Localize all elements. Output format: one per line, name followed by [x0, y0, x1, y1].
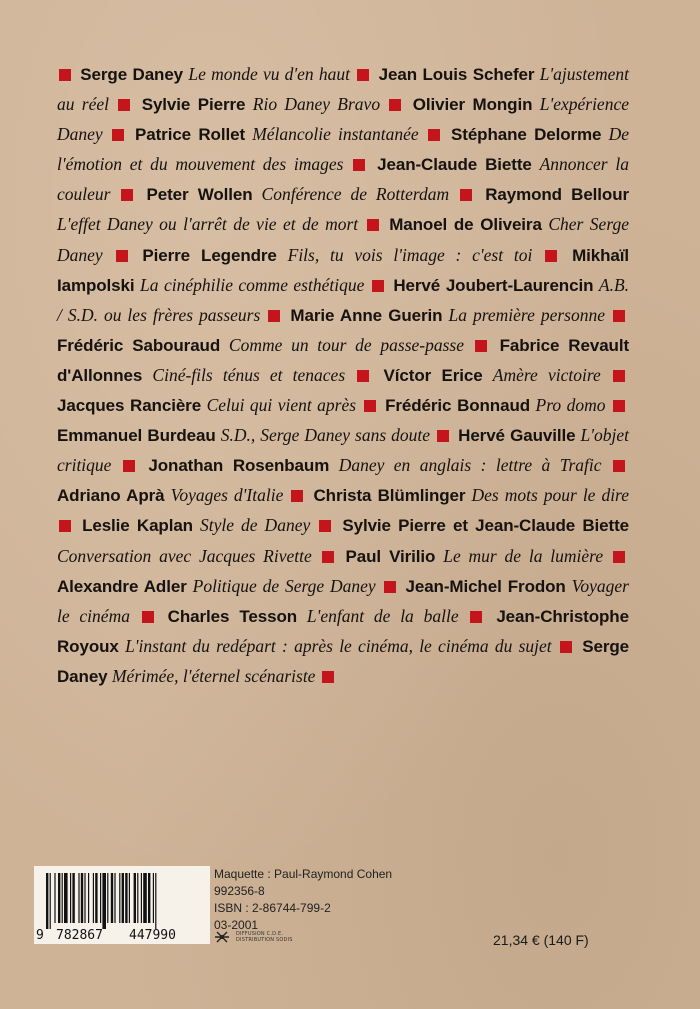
contents-entry [57, 64, 355, 84]
contents-entry [140, 605, 469, 626]
isbn: ISBN : 2-86744-799-2 [214, 901, 331, 915]
entry-author: Jean-Michel Frodon [405, 576, 566, 596]
ean-number [34, 928, 210, 946]
entry-title: Mérimée, l'éternel scénariste [111, 665, 316, 686]
red-square-bullet [460, 189, 472, 201]
entry-title: Voyages d'Italie [170, 485, 284, 506]
entry-author: Stéphane Delorme [451, 125, 602, 145]
entry-author: Manoel de Oliveira [389, 215, 542, 235]
price-label: 21,34 € (140 F) [493, 932, 589, 948]
entry-author: Jean-Claude Biette [377, 155, 532, 175]
red-square-bullet [560, 641, 572, 653]
distribution-block [214, 930, 293, 944]
entry-title: Celui qui vient après [206, 395, 357, 416]
entry-title: Rio Daney Bravo [252, 94, 381, 115]
red-square-bullet [470, 611, 482, 623]
entry-title: A.B. / S.D. ou les frères passeurs [57, 274, 630, 325]
entry-author: Peter Wollen [146, 185, 253, 205]
ean-first-digit: 9 [36, 928, 44, 943]
entry-author: Pierre Legendre [142, 245, 277, 265]
red-square-bullet [357, 69, 369, 81]
entry-title: S.D., Serge Daney sans doute [220, 425, 431, 446]
print-date: 03-2001 [214, 918, 259, 932]
entry-title: Ciné-fils ténus et tenaces [152, 364, 346, 385]
entry-author: Christa Blümlinger [313, 486, 466, 506]
entry-title: De l'émotion et du mouvement des images [57, 124, 629, 175]
entry-title: L'enfant de la balle [306, 605, 459, 626]
entry-author: Serge Daney [80, 65, 184, 84]
red-square-bullet [291, 490, 303, 502]
red-square-bullet [613, 551, 625, 563]
red-square-bullet [59, 69, 71, 81]
red-square-bullet [322, 551, 334, 563]
contents-entry [355, 364, 611, 385]
red-square-bullet [268, 310, 280, 322]
red-square-bullet [118, 99, 130, 111]
publisher-logo-icon [214, 930, 230, 944]
entry-author: Fabrice Revault d'Allonnes [57, 335, 630, 385]
red-square-bullet [613, 310, 625, 322]
entry-author: Patrice Rollet [135, 125, 246, 145]
entry-author: Sylvie Pierre [141, 95, 246, 115]
contents-entry [289, 485, 629, 506]
entry-author: Adriano Aprà [57, 486, 165, 506]
entry-author: Leslie Kaplan [82, 516, 193, 536]
red-square-bullet [353, 159, 365, 171]
contents-entry [57, 515, 317, 536]
entry-author: Marie Anne Guerin [290, 305, 443, 325]
contents-entry [119, 184, 458, 205]
ean-right-group: 447990 [129, 928, 176, 943]
red-square-bullet [428, 129, 440, 141]
red-square-bullet [142, 611, 154, 623]
entry-author: Serge Daney [57, 636, 629, 686]
entry-author: Jean-Christophe Royoux [57, 606, 629, 656]
contents-entry [266, 304, 611, 325]
red-square-bullet [613, 370, 625, 382]
red-square-bullet [372, 280, 384, 292]
entry-title: Voyager le cinéma [57, 575, 629, 626]
barcode-icon [46, 873, 194, 929]
entry-title: Conférence de Rotterdam [261, 184, 450, 205]
entry-title: Comme un tour de passe-passe [228, 334, 465, 355]
contents-entry [320, 545, 611, 566]
entry-author: Víctor Erice [383, 365, 483, 385]
distribution-line-1: DIFFUSION C.D.E. [236, 931, 284, 937]
contents-entry [110, 124, 426, 145]
entry-title: L'instant du redépart : après le cinéma, le cinéma du sujet [125, 635, 552, 656]
entry-title: Fils, tu vois l'image : c'est toi [287, 244, 533, 265]
entry-title: Mélancolie instantanée [252, 124, 419, 145]
entry-author: Emmanuel Burdeau [57, 426, 216, 446]
entry-title: Daney en anglais : lettre à Trafic [338, 455, 602, 476]
entry-title: L'expérience Daney [57, 94, 629, 145]
entry-title: Cher Serge Daney [57, 214, 629, 265]
red-square-bullet [384, 581, 396, 593]
entry-author: Hervé Joubert-Laurencin [393, 275, 594, 295]
red-square-bullet [613, 460, 625, 472]
entry-author: Frédéric Sabouraud [57, 335, 221, 355]
entry-author: Jonathan Rosenbaum [148, 456, 330, 476]
red-square-bullet [322, 671, 334, 683]
entry-title: Le mur de la lumière [443, 545, 604, 566]
red-square-bullet [389, 99, 401, 111]
entry-title: L'ajustement au réel [57, 64, 629, 115]
entry-title: Politique de Serge Daney [192, 575, 376, 596]
contents-entry [116, 94, 387, 115]
entry-title: Annoncer la couleur [57, 154, 629, 205]
credits-block [214, 866, 392, 934]
red-square-bullet [121, 189, 133, 201]
entry-author: Paul Virilio [345, 546, 436, 566]
entry-author: Jacques Rancière [57, 396, 202, 416]
entry-title: La cinéphilie comme esthétique [140, 274, 365, 295]
contents-entry [121, 455, 611, 476]
entry-title: Style de Daney [200, 515, 311, 536]
entry-title: La première personne [448, 304, 605, 325]
red-square-bullet [545, 250, 557, 262]
entry-title: Le monde vu d'en haut [188, 64, 351, 84]
entry-author: Mikhaïl Iampolski [57, 245, 629, 295]
red-square-bullet [437, 430, 449, 442]
red-square-bullet [357, 370, 369, 382]
entry-title: Pro domo [535, 395, 606, 416]
entry-title: Amère victoire [492, 364, 601, 385]
red-square-bullet [123, 460, 135, 472]
entry-title: L'objet critique [57, 425, 629, 476]
entry-author: Charles Tesson [167, 606, 298, 626]
entry-author: Olivier Mongin [412, 95, 533, 115]
ean-left-group: 782867 [56, 928, 103, 943]
entry-author: Sylvie Pierre et Jean-Claude Biette [342, 516, 629, 536]
red-square-bullet [112, 129, 124, 141]
contents-entry [362, 395, 611, 416]
red-square-bullet [613, 400, 625, 412]
red-square-bullet [116, 250, 128, 262]
entry-title: Des mots pour le dire [471, 485, 629, 506]
entry-author: Jean Louis Schefer [378, 65, 535, 84]
contents-entry [114, 244, 544, 265]
red-square-bullet [319, 520, 331, 532]
maquette-credit: Maquette : Paul-Raymond Cohen [214, 867, 393, 881]
entry-title: Conversation avec Jacques Rivette [57, 545, 312, 566]
entry-author: Raymond Bellour [485, 185, 630, 205]
red-square-bullet [59, 520, 71, 532]
table-of-contents [57, 60, 629, 692]
distribution-line-2: DISTRIBUTION SODIS [236, 937, 293, 943]
entry-author: Frédéric Bonnaud [385, 396, 531, 416]
entry-title: L'effet Daney ou l'arrêt de vie et de mort [57, 214, 359, 235]
red-square-bullet [475, 340, 487, 352]
entry-author: Alexandre Adler [57, 576, 187, 596]
entry-author: Hervé Gauville [458, 426, 576, 446]
red-square-bullet [367, 219, 379, 231]
reference-number: 992356-8 [214, 884, 265, 898]
red-square-bullet [364, 400, 376, 412]
